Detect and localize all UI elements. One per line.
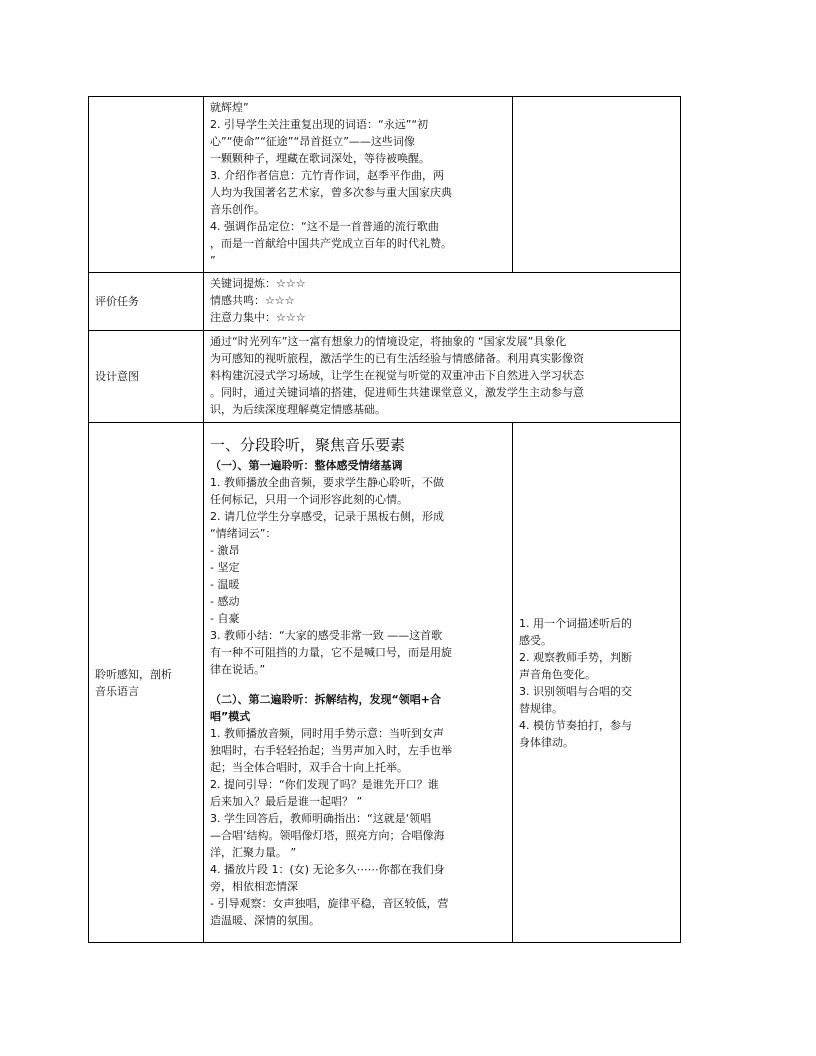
text-line: 音乐创作。 <box>210 203 265 216</box>
design-intent-label: 设计意图 <box>89 331 204 423</box>
section-heading: 一、分段聆听，聚焦音乐要素 <box>210 436 406 454</box>
text-line: 一颗颗种子，埋藏在歌词深处，等待被唤醒。 <box>210 152 430 165</box>
listening-content <box>204 423 513 943</box>
student-activity-cell <box>513 423 681 943</box>
text-line: - 温暖 <box>210 578 240 591</box>
text-line: 3. 学生回答后，教师明确指出：“这就是‘领唱 <box>210 812 432 825</box>
text-line: 。同时，通过关键词墙的搭建，促进师生共建课堂意义，激发学生主动参与意 <box>210 386 584 399</box>
text-line: 4. 强调作品定位：“这不是一首普通的流行歌曲 <box>210 220 439 233</box>
text-line: 起；当全体合唱时，双手合十向上托举。 <box>210 761 408 774</box>
rating-line: 关键词提炼：☆☆☆ <box>210 277 306 290</box>
text-line: 1. 用一个词描述听后的 <box>519 616 632 630</box>
text-line: 2. 观察教师手势，判断 <box>519 650 632 664</box>
text-line: 2. 提问引导：“你们发现了吗？是谁先开口？谁 <box>210 778 439 791</box>
text-line: - 自豪 <box>210 612 240 625</box>
text-line: 3. 介绍作者信息：亢竹青作词，赵季平作曲，两 <box>210 169 444 182</box>
text-line: 人均为我国著名艺术家，曾多次参与重大国家庆典 <box>210 186 452 199</box>
text-line: 感受。 <box>519 633 552 647</box>
text-line: - 坚定 <box>210 561 240 574</box>
text-line: 4. 模仿节奏拍打，参与 <box>519 718 632 732</box>
text-line: 识，为后续深度理解奠定情感基础。 <box>210 403 386 416</box>
text-line: 就辉煌” <box>210 101 249 114</box>
text-line: 2. 请几位学生分享感受，记录于黑板右侧，形成 <box>210 510 444 523</box>
rating-line: 情感共鸣：☆☆☆ <box>210 294 295 307</box>
text-line: ，而是一首献给中国共产党成立百年的时代礼赞。 <box>210 237 452 250</box>
row1-content-cell <box>204 97 513 273</box>
row1-label-cell <box>89 97 204 273</box>
table-row <box>89 331 681 423</box>
text-line: 后来加入？最后是谁一起唱？ ” <box>210 795 363 808</box>
label-line: 聆听感知，剖析 <box>95 667 172 681</box>
text-line: 律在说话。” <box>210 663 266 676</box>
table-row <box>89 273 681 331</box>
text-line: 造温暖、深情的氛围。 <box>210 914 320 927</box>
text-line: 3. 识别领唱与合唱的交 <box>519 684 632 698</box>
evaluation-label: 评价任务 <box>89 273 204 331</box>
subsection-heading: （一）、第一遍聆听：整体感受情绪基调 <box>210 459 403 472</box>
text-line: - 感动 <box>210 595 240 608</box>
text-line: 声音角色变化。 <box>519 667 596 681</box>
listening-label <box>89 423 204 943</box>
design-intent-content <box>204 331 681 423</box>
text-line: ” <box>210 254 216 267</box>
text-line: 1. 教师播放音频，同时用手势示意：当听到女声 <box>210 727 444 740</box>
text-line: —合唱’结构。领唱像灯塔，照亮方向；合唱像海 <box>210 829 445 842</box>
text-line: 料构建沉浸式学习场域，让学生在视觉与听觉的双重冲击下自然进入学习状态 <box>210 369 584 382</box>
text-line: 有一种不可阻挡的力量，它不是喊口号，而是用旋 <box>210 646 452 659</box>
text-line: 3. 教师小结：“大家的感受非常一致 ——这首歌 <box>210 629 443 642</box>
text-line: 身体律动。 <box>519 735 574 749</box>
text-line: 任何标记，只用一个词形容此刻的心情。 <box>210 493 408 506</box>
lesson-plan-table <box>88 96 681 943</box>
subsection-heading: （二）、第二遍聆听：拆解结构，发现“领唱+合 <box>210 693 441 706</box>
label-line: 音乐语言 <box>95 684 139 698</box>
text-line: 4. 播放片段 1：(女) 无论多久⋯⋯你都在我们身 <box>210 863 445 876</box>
text-line: 2. 引导学生关注重复出现的词语：“永远”“初 <box>210 118 429 131</box>
text-line: 替规律。 <box>519 701 563 715</box>
spacer <box>210 678 506 691</box>
text-line: 独唱时，右手轻轻抬起；当男声加入时，左手也举 <box>210 744 452 757</box>
evaluation-content <box>204 273 681 331</box>
row1-activity-cell <box>513 97 681 273</box>
subsection-heading: 唱”模式 <box>210 710 251 723</box>
text-line: - 激昂 <box>210 544 240 557</box>
text-line: 心”“使命”“征途”“昂首挺立”——这些词像 <box>210 135 415 148</box>
text-line: 1. 教师播放全曲音频，要求学生静心聆听，不做 <box>210 476 444 489</box>
text-line: 通过“时光列车”这一富有想象力的情境设定，将抽象的 “国家发展”具象化 <box>210 335 567 348</box>
text-line: 旁，相依相恋情深 <box>210 880 298 893</box>
text-line: 洋，汇聚力量。 ” <box>210 846 297 859</box>
text-line: - 引导观察：女声独唱，旋律平稳，音区较低，营 <box>210 897 449 910</box>
text-line: 为可感知的视听旅程，激活学生的已有生活经验与情感储备。利用真实影像资 <box>210 352 584 365</box>
table-row <box>89 97 681 273</box>
text-line: “情绪词云”： <box>210 527 277 540</box>
table-row <box>89 423 681 943</box>
rating-line: 注意力集中：☆☆☆ <box>210 311 306 324</box>
